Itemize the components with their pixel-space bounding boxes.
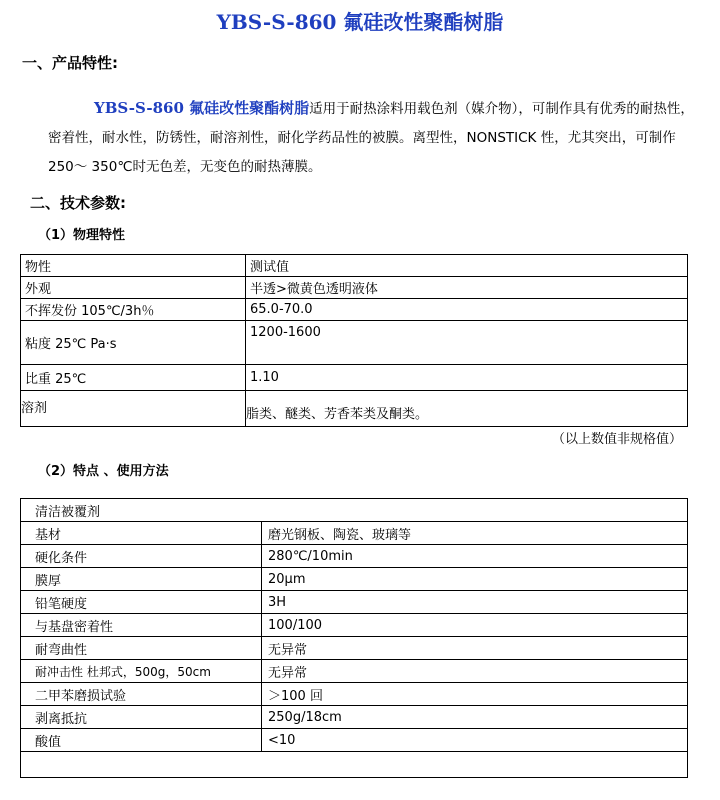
table-cell: 物性 xyxy=(21,255,246,277)
table-row xyxy=(21,706,688,729)
table-cell: 铅笔硬度 xyxy=(21,591,262,614)
table-cell: 耐弯曲性 xyxy=(21,637,262,660)
table-cell: <10 xyxy=(262,729,688,752)
table-row xyxy=(21,365,688,391)
table-cell: 100/100 xyxy=(262,614,688,637)
table-cell: 基材 xyxy=(21,522,262,545)
table-cell: 比重 25℃ xyxy=(21,365,246,391)
table-row xyxy=(21,321,688,365)
table-cell: 65.0-70.0 xyxy=(246,299,688,321)
table-cell: 半透>微黄色透明液体 xyxy=(246,277,688,299)
table-cell: 膜厚 xyxy=(21,568,262,591)
table-cell: 1200-1600 xyxy=(246,321,688,365)
table-cell: 粘度 25℃ Pa·s xyxy=(21,321,246,365)
product-name: YBS-S-860 氟硅改性聚酯树脂 xyxy=(94,99,310,117)
table-cell: 溶剂 xyxy=(21,391,246,427)
table-row xyxy=(21,499,688,522)
product-description xyxy=(48,94,696,182)
table-row xyxy=(21,255,688,277)
table-cell: 20μm xyxy=(262,568,688,591)
table-row xyxy=(21,591,688,614)
table-row xyxy=(21,277,688,299)
table-cell: 1.10 xyxy=(246,365,688,391)
usage-table xyxy=(20,498,688,778)
table-row-empty xyxy=(21,752,688,778)
table-cell: 硬化条件 xyxy=(21,545,262,568)
table-cell: 无异常 xyxy=(262,637,688,660)
table-cell: 无异常 xyxy=(262,660,688,683)
table-row xyxy=(21,637,688,660)
table-cell: 脂类、醚类、芳香苯类及酮类。 xyxy=(246,391,688,427)
table-cell: 二甲苯磨损试验 xyxy=(21,683,262,706)
table-row xyxy=(21,660,688,683)
table-header-cell: 清洁被覆剂 xyxy=(21,499,688,522)
table-cell: 280℃/10min xyxy=(262,545,688,568)
table-cell: 剥离抵抗 xyxy=(21,706,262,729)
page-title: YBS-S-860 氟硅改性聚酯树脂 xyxy=(216,10,504,34)
table-row xyxy=(21,522,688,545)
section-heading-product-features: 一、产品特性: xyxy=(22,54,118,72)
table-row xyxy=(21,614,688,637)
table-cell: ＞100 回 xyxy=(262,683,688,706)
table-cell-empty xyxy=(21,752,688,778)
physical-properties-table xyxy=(20,254,688,427)
table-cell: 不挥发份 105℃/3h％ xyxy=(21,299,246,321)
subheading-features-usage: （2）特点 、使用方法 xyxy=(38,464,169,479)
section-heading-tech-params: 二、技术参数: xyxy=(30,194,126,212)
table-cell: 250g/18cm xyxy=(262,706,688,729)
table-row xyxy=(21,568,688,591)
subheading-physical-properties: （1）物理特性 xyxy=(38,228,126,243)
table-cell: 耐冲击性 杜邦式，500g，50cm xyxy=(21,660,262,683)
table-row xyxy=(21,391,688,427)
table-cell: 与基盘密着性 xyxy=(21,614,262,637)
table-row xyxy=(21,683,688,706)
table-row xyxy=(21,729,688,752)
table-cell: 磨光钢板、陶瓷、玻璃等 xyxy=(262,522,688,545)
table-cell: 外观 xyxy=(21,277,246,299)
table-cell: 3H xyxy=(262,591,688,614)
table-cell: 酸值 xyxy=(21,729,262,752)
table-cell: 测试值 xyxy=(246,255,688,277)
table-row xyxy=(21,299,688,321)
product-description-text: 适用于耐热涂料用载色剂（媒介物），可制作具有优秀的耐热性，密着性，耐水性，防锈性，耐溶剂性，耐化学药品性的被膜。离型性，NONSTICK 性，尤其突出，可制作 250～ 350℃时无色差，无变色的耐热薄膜。 xyxy=(48,101,694,175)
spec-note: （以上数值非规格值） xyxy=(551,432,682,447)
table-row xyxy=(21,545,688,568)
